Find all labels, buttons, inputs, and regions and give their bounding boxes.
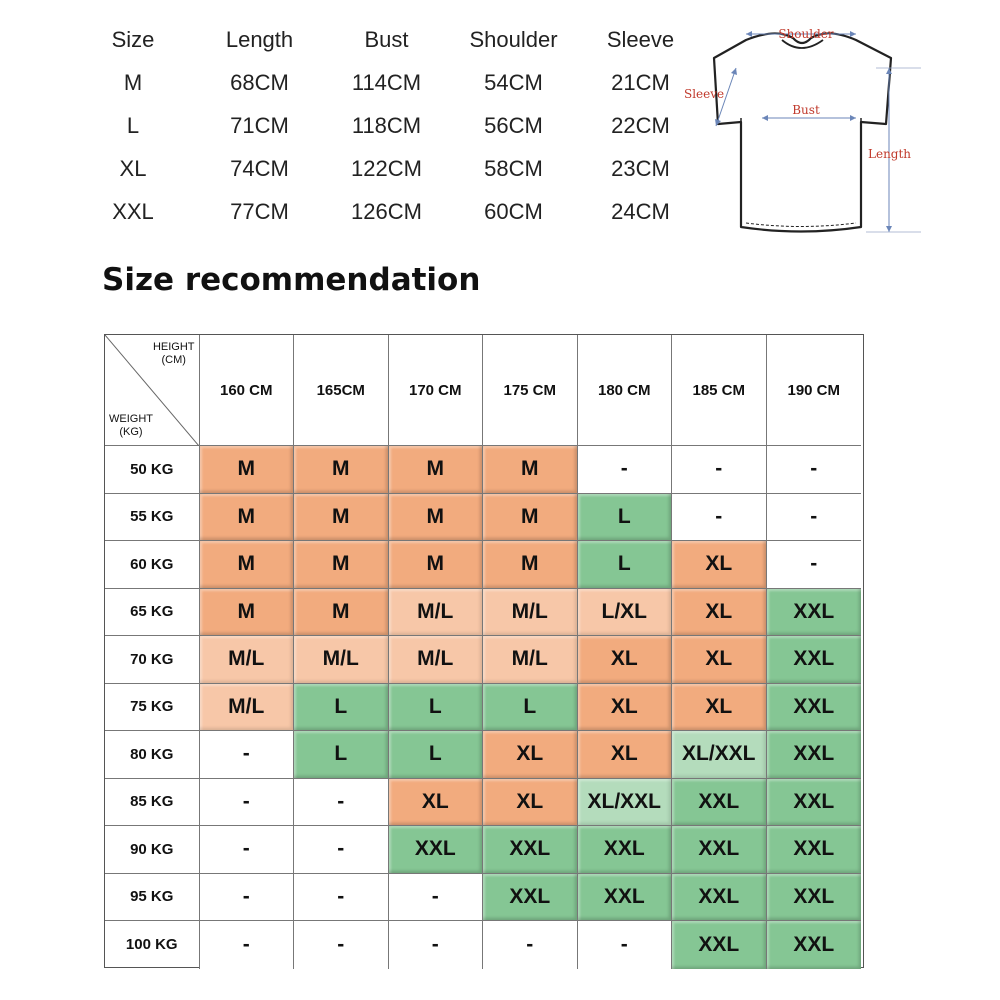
measurement-value: 24CM <box>611 198 670 224</box>
size-cell: - <box>389 874 484 922</box>
size-cell: M <box>200 446 295 494</box>
height-column-header: 185 CM <box>672 335 767 446</box>
size-name: L <box>126 112 140 138</box>
size-cell: M <box>294 446 389 494</box>
size-cell: M <box>483 446 578 494</box>
weight-row-label: 70 KG <box>105 636 200 684</box>
size-cell: - <box>200 731 295 779</box>
measurement-row <box>70 104 710 147</box>
sleeve-label: Sleeve <box>684 87 725 101</box>
size-cell: - <box>294 779 389 827</box>
grid-body <box>105 446 863 969</box>
size-cell: M <box>483 541 578 589</box>
measurement-header: Sleeve <box>606 26 675 52</box>
size-cell: M <box>294 494 389 542</box>
size-cell: XXL <box>767 684 862 732</box>
size-name: M <box>123 69 143 95</box>
grid-corner <box>105 335 200 446</box>
measurement-value: 74CM <box>230 155 289 181</box>
size-cell: XL <box>483 779 578 827</box>
measurement-value: 56CM <box>484 112 543 138</box>
size-cell: XL <box>672 589 767 637</box>
weight-row-label: 75 KG <box>105 684 200 732</box>
size-cell: - <box>200 826 295 874</box>
size-cell: M/L <box>483 636 578 684</box>
measurement-header-row <box>70 18 710 61</box>
size-cell: XL <box>578 636 673 684</box>
measurement-value: 77CM <box>230 198 289 224</box>
weight-row <box>105 731 863 779</box>
size-cell: L <box>578 541 673 589</box>
size-cell: XL <box>672 541 767 589</box>
weight-row <box>105 636 863 684</box>
measurement-value: 114CM <box>351 69 422 95</box>
measurement-value: 58CM <box>484 155 543 181</box>
weight-row-label: 50 KG <box>105 446 200 494</box>
size-cell: XXL <box>767 731 862 779</box>
section-heading: Size recommendation <box>102 262 481 298</box>
measurement-header: Size <box>111 26 155 52</box>
weight-row <box>105 494 863 542</box>
measurement-table <box>70 18 710 233</box>
size-cell: XXL <box>767 874 862 922</box>
size-cell: M <box>389 446 484 494</box>
size-cell: - <box>200 874 295 922</box>
size-cell: XXL <box>767 779 862 827</box>
measurement-row <box>70 61 710 104</box>
size-cell: - <box>294 826 389 874</box>
size-cell: - <box>672 494 767 542</box>
size-cell: L <box>294 684 389 732</box>
size-cell: - <box>294 874 389 922</box>
size-cell: XL <box>672 636 767 684</box>
size-cell: M <box>483 494 578 542</box>
bust-label: Bust <box>792 103 820 117</box>
height-column-header: 180 CM <box>578 335 673 446</box>
measurement-value: 126CM <box>351 198 422 224</box>
height-axis-label: HEIGHT (CM) <box>152 341 195 366</box>
measurement-row <box>70 190 710 233</box>
measurement-value: 21CM <box>611 69 670 95</box>
size-cell: M <box>200 494 295 542</box>
length-label: Length <box>868 147 912 161</box>
size-cell: M/L <box>483 589 578 637</box>
size-cell: XL/XXL <box>672 731 767 779</box>
size-cell: M/L <box>294 636 389 684</box>
size-cell: XXL <box>767 826 862 874</box>
size-cell: - <box>294 921 389 969</box>
weight-row-label: 55 KG <box>105 494 200 542</box>
weight-row <box>105 684 863 732</box>
size-cell: M/L <box>389 636 484 684</box>
measurement-body <box>70 61 710 233</box>
size-name: XL <box>119 155 147 181</box>
size-cell: M <box>389 541 484 589</box>
measurement-value: 22CM <box>611 112 670 138</box>
weight-row-label: 65 KG <box>105 589 200 637</box>
weight-row-label: 80 KG <box>105 731 200 779</box>
size-cell: XL <box>672 684 767 732</box>
size-cell: M <box>200 541 295 589</box>
size-cell: M <box>200 589 295 637</box>
size-cell: - <box>483 921 578 969</box>
weight-row <box>105 826 863 874</box>
size-cell: XL <box>483 731 578 779</box>
measurement-header: Length <box>225 26 294 52</box>
size-cell: - <box>767 494 862 542</box>
weight-row <box>105 779 863 827</box>
measurement-value: 68CM <box>230 69 289 95</box>
weight-row-label: 95 KG <box>105 874 200 922</box>
measurement-header: Shoulder <box>469 26 558 52</box>
measurement-value: 60CM <box>484 198 543 224</box>
size-cell: XXL <box>578 826 673 874</box>
weight-row <box>105 874 863 922</box>
measurement-value: 122CM <box>351 155 422 181</box>
weight-row-label: 85 KG <box>105 779 200 827</box>
shoulder-label: Shoulder <box>778 27 834 41</box>
size-cell: L <box>483 684 578 732</box>
height-column-header: 160 CM <box>200 335 295 446</box>
size-cell: L/XL <box>578 589 673 637</box>
size-name: XXL <box>112 198 154 224</box>
size-cell: M/L <box>200 684 295 732</box>
size-cell: XXL <box>767 921 862 969</box>
size-cell: L <box>294 731 389 779</box>
weight-axis-label: WEIGHT (KG) <box>109 413 153 438</box>
size-cell: XXL <box>483 874 578 922</box>
size-cell: XXL <box>672 826 767 874</box>
weight-row-label: 60 KG <box>105 541 200 589</box>
size-cell: - <box>578 446 673 494</box>
size-cell: XXL <box>767 589 862 637</box>
weight-row <box>105 541 863 589</box>
size-cell: XXL <box>578 874 673 922</box>
size-cell: XXL <box>483 826 578 874</box>
size-cell: M <box>389 494 484 542</box>
size-cell: XXL <box>767 636 862 684</box>
grid-header-row <box>105 335 863 446</box>
height-column-header: 165CM <box>294 335 389 446</box>
size-cell: - <box>767 541 862 589</box>
size-cell: M/L <box>200 636 295 684</box>
size-cell: - <box>578 921 673 969</box>
height-column-header: 190 CM <box>767 335 862 446</box>
size-cell: - <box>200 779 295 827</box>
weight-row-label: 90 KG <box>105 826 200 874</box>
size-cell: - <box>767 446 862 494</box>
size-cell: XXL <box>672 779 767 827</box>
size-cell: M <box>294 589 389 637</box>
size-cell: XXL <box>672 921 767 969</box>
size-cell: L <box>389 684 484 732</box>
size-cell: - <box>200 921 295 969</box>
size-cell: XL <box>389 779 484 827</box>
size-recommendation-grid <box>104 334 864 968</box>
measurement-row <box>70 147 710 190</box>
measurement-value: 118CM <box>351 112 422 138</box>
size-cell: XXL <box>672 874 767 922</box>
measurement-value: 54CM <box>484 69 543 95</box>
size-cell: L <box>389 731 484 779</box>
height-column-header: 175 CM <box>483 335 578 446</box>
weight-row <box>105 589 863 637</box>
size-cell: M <box>294 541 389 589</box>
measurement-value: 71CM <box>230 112 289 138</box>
size-cell: XL/XXL <box>578 779 673 827</box>
measurement-header: Bust <box>364 26 409 52</box>
measurement-value: 23CM <box>611 155 670 181</box>
weight-row <box>105 446 863 494</box>
size-cell: XXL <box>389 826 484 874</box>
weight-row <box>105 921 863 969</box>
weight-row-label: 100 KG <box>105 921 200 969</box>
size-cell: XL <box>578 731 673 779</box>
tshirt-icon <box>676 22 926 242</box>
height-column-header: 170 CM <box>389 335 484 446</box>
size-cell: M/L <box>389 589 484 637</box>
size-cell: - <box>672 446 767 494</box>
size-cell: - <box>389 921 484 969</box>
size-cell: XL <box>578 684 673 732</box>
size-cell: L <box>578 494 673 542</box>
